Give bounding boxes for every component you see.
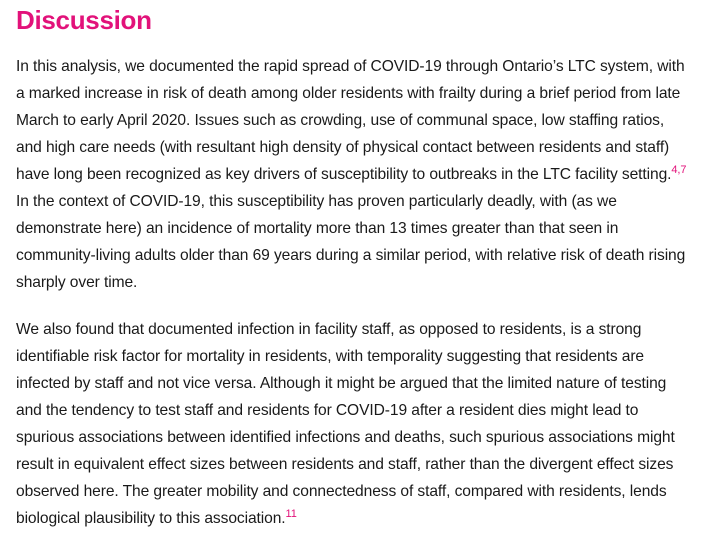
paragraph-text: We also found that documented infection in facility staff, as opposed to residents, is a strong identifiable risk factor for mortality in residents, with temporality suggesting that residents are infected by staff and not vice versa. Although it might be argued that the limited nature of testing and the tendency to test staff and residents for COVID-19 after a resident dies might lead to spurious associations between identified infections and deaths, such spurious associations might result in equivalent effect sizes between residents and staff, rather than the divergent effect sizes observed here. The greater mobility and connectedness of staff, compared with residents, lends biological plausibility to this association. <box>16 321 675 527</box>
body-paragraph <box>16 316 691 532</box>
paragraph-text: In this analysis, we documented the rapid spread of COVID-19 through Ontario’s LTC system, with a marked increase in risk of death among older residents with frailty during a brief period from late March to early April 2020. Issues such as crowding, use of communal space, low staffing ratios, and high care needs (with resultant high density of physical contact between residents and staff) have long been recognized as key drivers of susceptibility to outbreaks in the LTC facility setting. <box>16 58 685 183</box>
citation-link[interactable]: 4,7 <box>671 163 687 176</box>
paragraph-text: In the context of COVID-19, this susceptibility has proven particularly deadly, with (as we demonstrate here) an incidence of mortality more than 13 times greater than that seen in community-living adults older than 69 years during a similar period, with relative risk of death rising sharply over time. <box>16 193 686 291</box>
section-heading: Discussion <box>16 5 152 35</box>
citation-link[interactable]: 11 <box>285 507 297 520</box>
body-paragraph <box>16 53 691 296</box>
